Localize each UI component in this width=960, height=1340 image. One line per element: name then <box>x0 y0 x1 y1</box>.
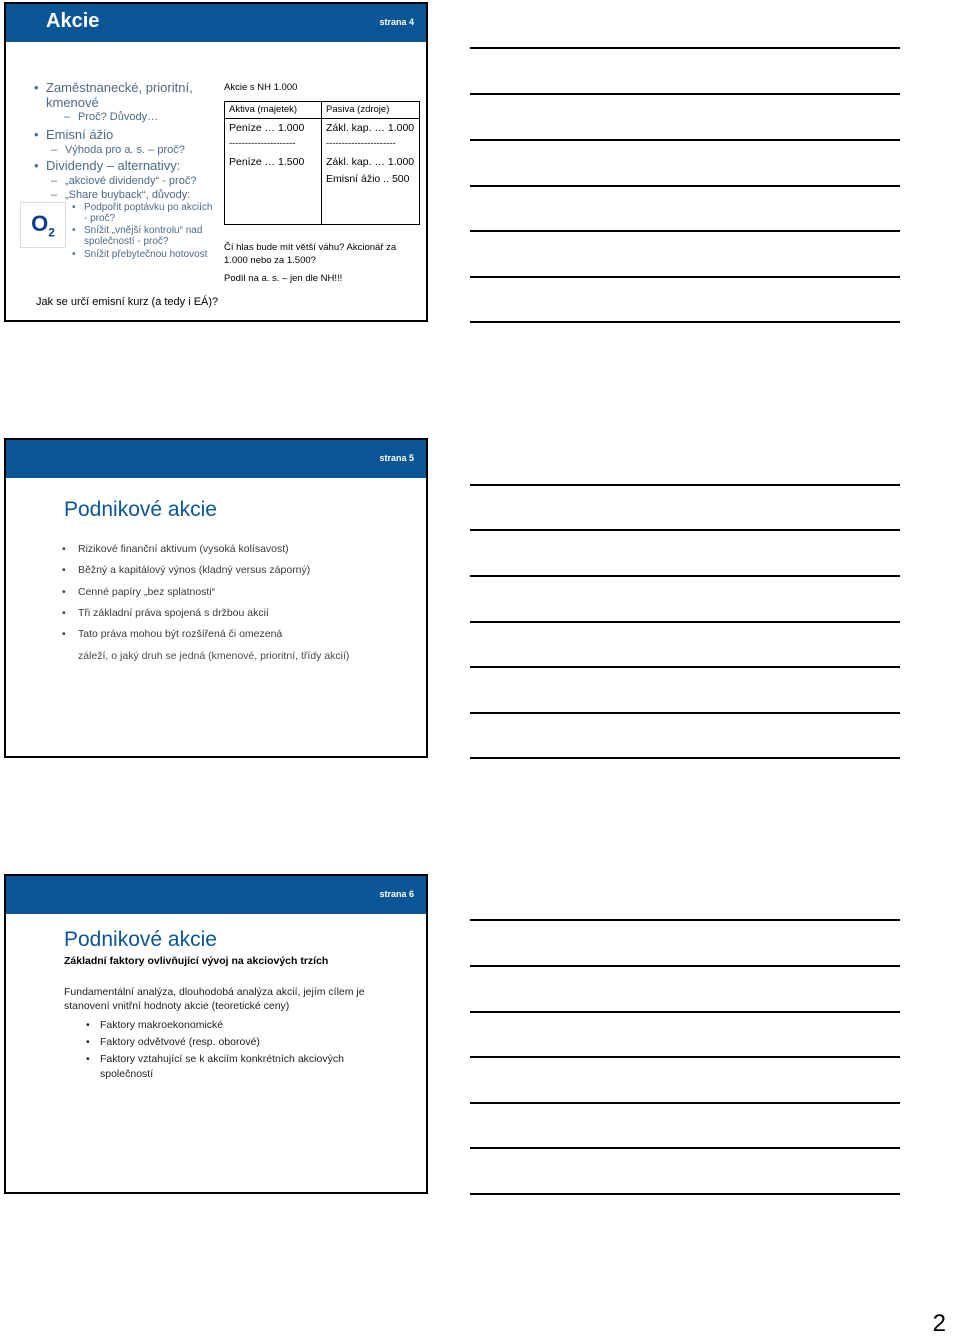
table-left-row: Peníze … 1.000 <box>229 122 305 134</box>
slide-header <box>6 4 426 42</box>
sub-sub-item-cont: společností - proč? <box>84 236 169 247</box>
slide-title: Podnikové akcie <box>64 928 217 951</box>
note-line-rule <box>470 139 900 141</box>
note-line-rule <box>470 1193 900 1195</box>
note-line-rule <box>470 1147 900 1149</box>
note-line-rule <box>470 185 900 187</box>
sub-note: záleží, o jaký druh se jedná (kmenové, prioritní, třídy akcií) <box>78 650 350 662</box>
table-left-row: --------------------- <box>229 138 296 149</box>
note-line-rule <box>470 276 900 278</box>
bullet-item: • Dividendy – alternativy: <box>46 158 180 173</box>
bullet-item: • Emisní ážio <box>46 127 113 142</box>
bullet-item-cont: kmenové <box>46 95 99 110</box>
sub-sub-item: • Podpořit poptávku po akciích <box>84 202 212 213</box>
sub-item: – Výhoda pro a. s. – proč? <box>65 144 185 156</box>
note-line-rule <box>470 1102 900 1104</box>
note-line-rule <box>470 965 900 967</box>
note-line: Čí hlas bude mít větší váhu? Akcionář za <box>224 242 397 253</box>
note-line-rule <box>470 919 900 921</box>
note-line-rule <box>470 757 900 759</box>
sub-item: – Proč? Důvody… <box>78 111 158 123</box>
slide-podnikove-akcie-2 <box>4 874 428 1194</box>
note-line-rule <box>470 321 900 323</box>
table-right-row: Zákl. kap. … 1.000 <box>326 122 415 134</box>
slide-page-label: strana 5 <box>379 453 414 463</box>
table-right-header: Pasiva (zdroje) <box>326 104 390 115</box>
table-left-header: Aktiva (majetek) <box>229 104 298 115</box>
slide-title: Podnikové akcie <box>64 498 217 521</box>
slide-page-label: strana 4 <box>379 17 414 27</box>
slide-header <box>6 876 426 914</box>
table-right-row: ---------------------- <box>326 138 396 149</box>
note-line-rule <box>470 529 900 531</box>
emission-question: Jak se určí emisní kurz (a tedy i EÁ)? <box>36 296 219 308</box>
slide-title: Akcie <box>46 10 100 32</box>
note-line-rule <box>470 93 900 95</box>
o2-logo: $O_2$ <box>20 202 66 248</box>
list-item-cont: společností <box>100 1068 154 1080</box>
note-line-rule <box>470 621 900 623</box>
note-line-rule <box>470 575 900 577</box>
sub-item: – „akciové dividendy“ - proč? <box>65 175 196 187</box>
list-item: • Faktory makroekonomické <box>100 1019 223 1031</box>
note-line-rule <box>470 47 900 49</box>
sub-item: – „Share buyback“, důvody: <box>65 189 190 201</box>
note-line-rule <box>470 484 900 486</box>
page-number: 2 <box>932 1310 946 1337</box>
sub-sub-item-cont: - proč? <box>84 213 116 224</box>
list-item: • Cenné papíry „bez splatnosti“ <box>78 586 215 598</box>
table-caption: Akcie s NH 1.000 <box>224 82 298 93</box>
note-line: 1.000 nebo za 1.500? <box>224 255 316 266</box>
sub-sub-item: • Snížit „vnější kontrolu“ nad <box>84 225 202 236</box>
slide-subtitle: Základní faktory ovlivňující vývoj na akciových trzích <box>64 955 329 967</box>
slide-header <box>6 440 426 478</box>
note-line-rule <box>470 230 900 232</box>
balance-table <box>224 101 420 225</box>
paragraph: stanovení vnitřní hodnoty akcie (teoretické ceny) <box>64 1000 290 1012</box>
list-item: • Tato práva mohou být rozšířená či omezená <box>78 628 282 640</box>
list-item: • Tři základní práva spojená s držbou akcií <box>78 607 269 619</box>
note-line-rule <box>470 1056 900 1058</box>
table-left-row: Peníze … 1.500 <box>229 156 305 168</box>
note-line-rule <box>470 712 900 714</box>
list-item: • Rizikové finanční aktivum (vysoká kolísavost) <box>78 543 289 555</box>
table-right-row: Zákl. kap. … 1.000 <box>326 156 415 168</box>
table-right-row: Emisní ážio .. 500 <box>326 173 410 185</box>
slide-akcie <box>4 2 428 322</box>
list-item: • Běžný a kapitálový výnos (kladný versus záporný) <box>78 564 310 576</box>
bullet-item: • Zaměstnanecké, prioritní, <box>46 80 193 95</box>
paragraph: Fundamentální analýza, dlouhodobá analýza akcií, jejím cílem je <box>64 986 365 998</box>
slide-podnikove-akcie-1 <box>4 438 428 758</box>
note-line-rule <box>470 1011 900 1013</box>
slide-page-label: strana 6 <box>379 889 414 899</box>
note-line: Podíl na a. s. – jen dle NH!!! <box>224 273 343 284</box>
sub-sub-item: • Snížit přebytečnou hotovost <box>84 249 207 260</box>
list-item: • Faktory odvětvové (resp. oborové) <box>100 1036 260 1048</box>
note-line-rule <box>470 666 900 668</box>
list-item: • Faktory vztahující se k akciím konkrétních akciových <box>100 1053 344 1065</box>
